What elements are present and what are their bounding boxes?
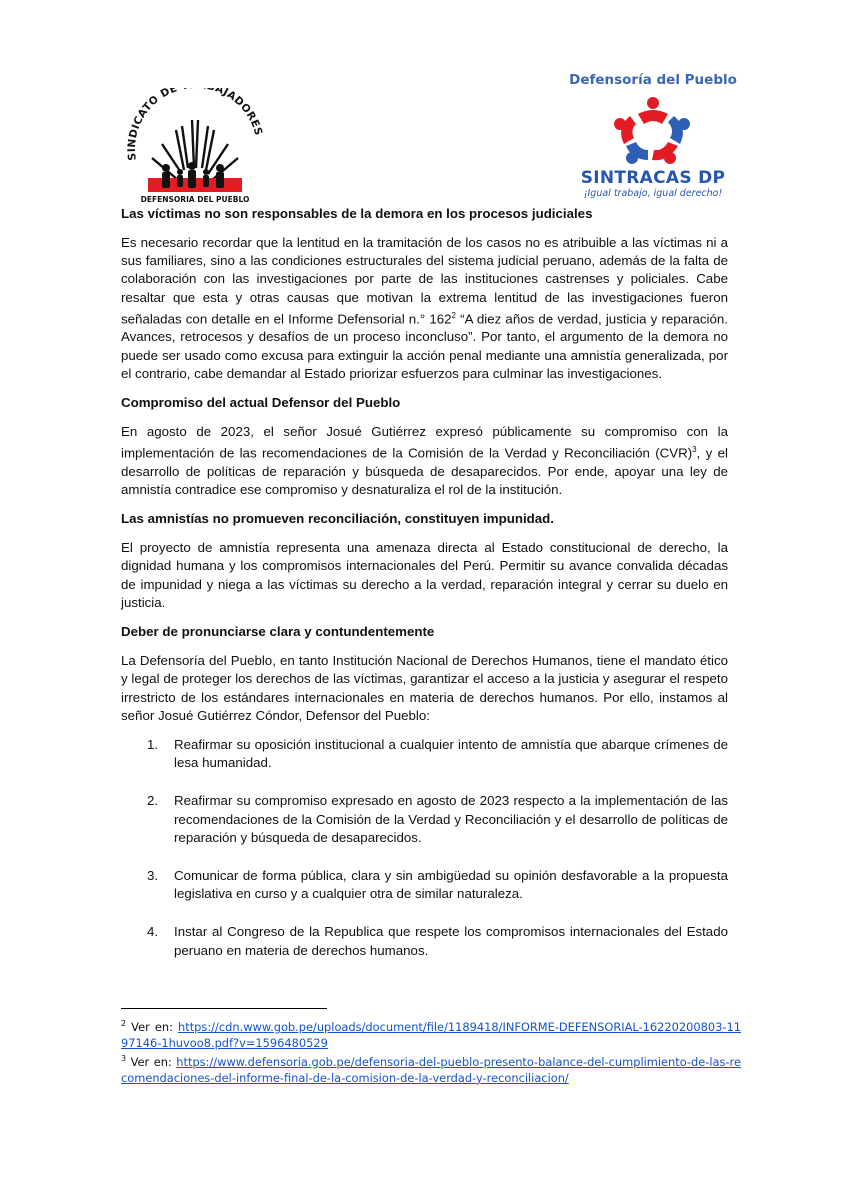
footnote-3-link[interactable]: https://www.defensoria.gob.pe/defensoria-del-pueblo-presento-balance-del-cumplimiento-de-las-recomendaciones-del-informe-final-de-la-comision-de-la-verdad-y-reconciliacion/	[121, 1054, 741, 1085]
section-paragraph-amnesty: El proyecto de amnistía representa una amenaza directa al Estado constitucional de derecho, la dignidad humana y los compromisos internacionales del Perú. Permitir su avance convalida décadas de impunidad y niega a las víctimas su derecho a la verdad, reparación integral y cerrar su duelo en justicia.	[121, 540, 728, 610]
footnote-2: $^2$ Ver en: https://cdn.www.gob.pe/uploads/document/file/1189418/INFORME-DEFENSORIAL-16220200803-1197146-1huvoo8.pdf?v=1596480529	[121, 1019, 741, 1050]
footnote-ref-2[interactable]: 2	[451, 310, 456, 320]
union-name: SINDICATO DE AJADORES	[125, 88, 265, 162]
document-body	[121, 205, 728, 980]
sintracas-logo	[568, 72, 738, 210]
brand-name: SINTRACAS DP	[580, 168, 726, 188]
section-heading-duty: Deber de pronunciarse clara y contundentemente	[121, 624, 435, 640]
union-logo	[122, 88, 268, 206]
section-heading-commitment: Compromiso del actual Defensor del Pueblo	[121, 395, 401, 411]
footnote-divider	[121, 1008, 327, 1009]
org-name: Defensoría del Pueblo	[569, 72, 737, 88]
svg-text:SINDICATO DE TRABAJADORES	[126, 88, 265, 161]
brand-slogan: ¡Igual trabajo, igual derecho!	[583, 188, 723, 199]
footnotes	[121, 1016, 741, 1086]
list-item: 3. Comunicar de forma pública, clara y sin ambigüedad su opinión desfavorable a la propuesta legislativa en curso y a cualquier otra de similar naturaleza.	[147, 867, 728, 902]
union-subtitle: DEFENSORIA DEL PUEBLO	[140, 195, 250, 204]
demands-list	[121, 736, 728, 960]
section-heading-amnesty: Las amnistías no promueven reconciliación, constituyen impunidad.	[121, 511, 554, 527]
list-item: 1. Reafirmar su oposición institucional a cualquier intento de amnistía que abarque crímenes de lesa humanidad.	[147, 736, 728, 771]
union-seal-icon	[122, 88, 268, 206]
list-item: 4. Instar al Congreso de la Republica que respete los compromisos internacionales del Estado peruano en materia de derechos humanos.	[147, 924, 728, 958]
section-paragraph-duty: La Defensoría del Pueblo, en tanto Institución Nacional de Derechos Humanos, tiene el mandato ético y legal de proteger los derechos de las víctimas, garantizar el acceso a la justicia y asegurar el respeto irrestricto de los estándares internacionales en materia de derechos humanos. Por ello, instamos al señor Josué Gutiérrez Cóndor, Defensor del Pueblo:	[121, 653, 728, 723]
footnote-ref-3[interactable]: 3	[692, 445, 697, 455]
section-paragraph-victims: Es necesario recordar que la lentitud en la tramitación de los casos no es atribuible a las víctimas ni a sus familiares, sino a las condiciones estructurales del sistema judicial peruano, además de la falta de colaboración con las investigaciones por parte de las instituciones castrenses y policiales. Cabe resaltar que esta y otras causas que motivan la extrema lentitud de las investigaciones fueron señaladas con detalle en el Informe Defensorial n.° $162^2$ “A diez años de verdad, justicia y reparación. Avances, retrocesos y desafíos de un proceso inconcluso”. Por tanto, el argumento de la demora no puede ser usado como excusa para extinguir la acción penal mediante una amnistía generalizada, por el contrario, cabe demandar al Estado priorizar esfuerzos para culminar las investigaciones.	[121, 235, 728, 381]
list-item: 2. Reafirmar su compromiso expresado en agosto de 2023 respecto a la implementación de las recomendaciones de la Comisión de la Verdad y Reconciliación y el desarrollo de políticas de reparación y búsqueda de desaparecidos.	[147, 793, 728, 845]
section-paragraph-commitment: En agosto de 2023, el señor Josué Gutiérrez expresó públicamente su compromiso con la implementación de las recomendaciones de la Comisión de la Verdad y Reconciliación (CVR)$^3$, y el desarrollo de políticas de reparación y búsqueda de desaparecidos. Por ende, apoyar una ley de amnistía contradice ese compromiso y desnaturaliza el rol de la institución.	[121, 424, 728, 498]
footnote-3: $^3$ Ver en: https://www.defensoria.gob.pe/defensoria-del-pueblo-presento-balance-del-cumplimiento-de-las-recomendaciones-del-informe-final-de-la-comision-de-la-verdad-y-reconciliacion/	[121, 1053, 741, 1085]
footnote-2-link[interactable]: https://cdn.www.gob.pe/uploads/document/file/1189418/INFORME-DEFENSORIAL-16220200803-1197146-1huvoo8.pdf?v=1596480529	[121, 1019, 741, 1050]
section-heading-victims: Las víctimas no son responsables de la demora en los procesos judiciales	[121, 206, 593, 221]
people-circle-icon	[608, 94, 698, 168]
